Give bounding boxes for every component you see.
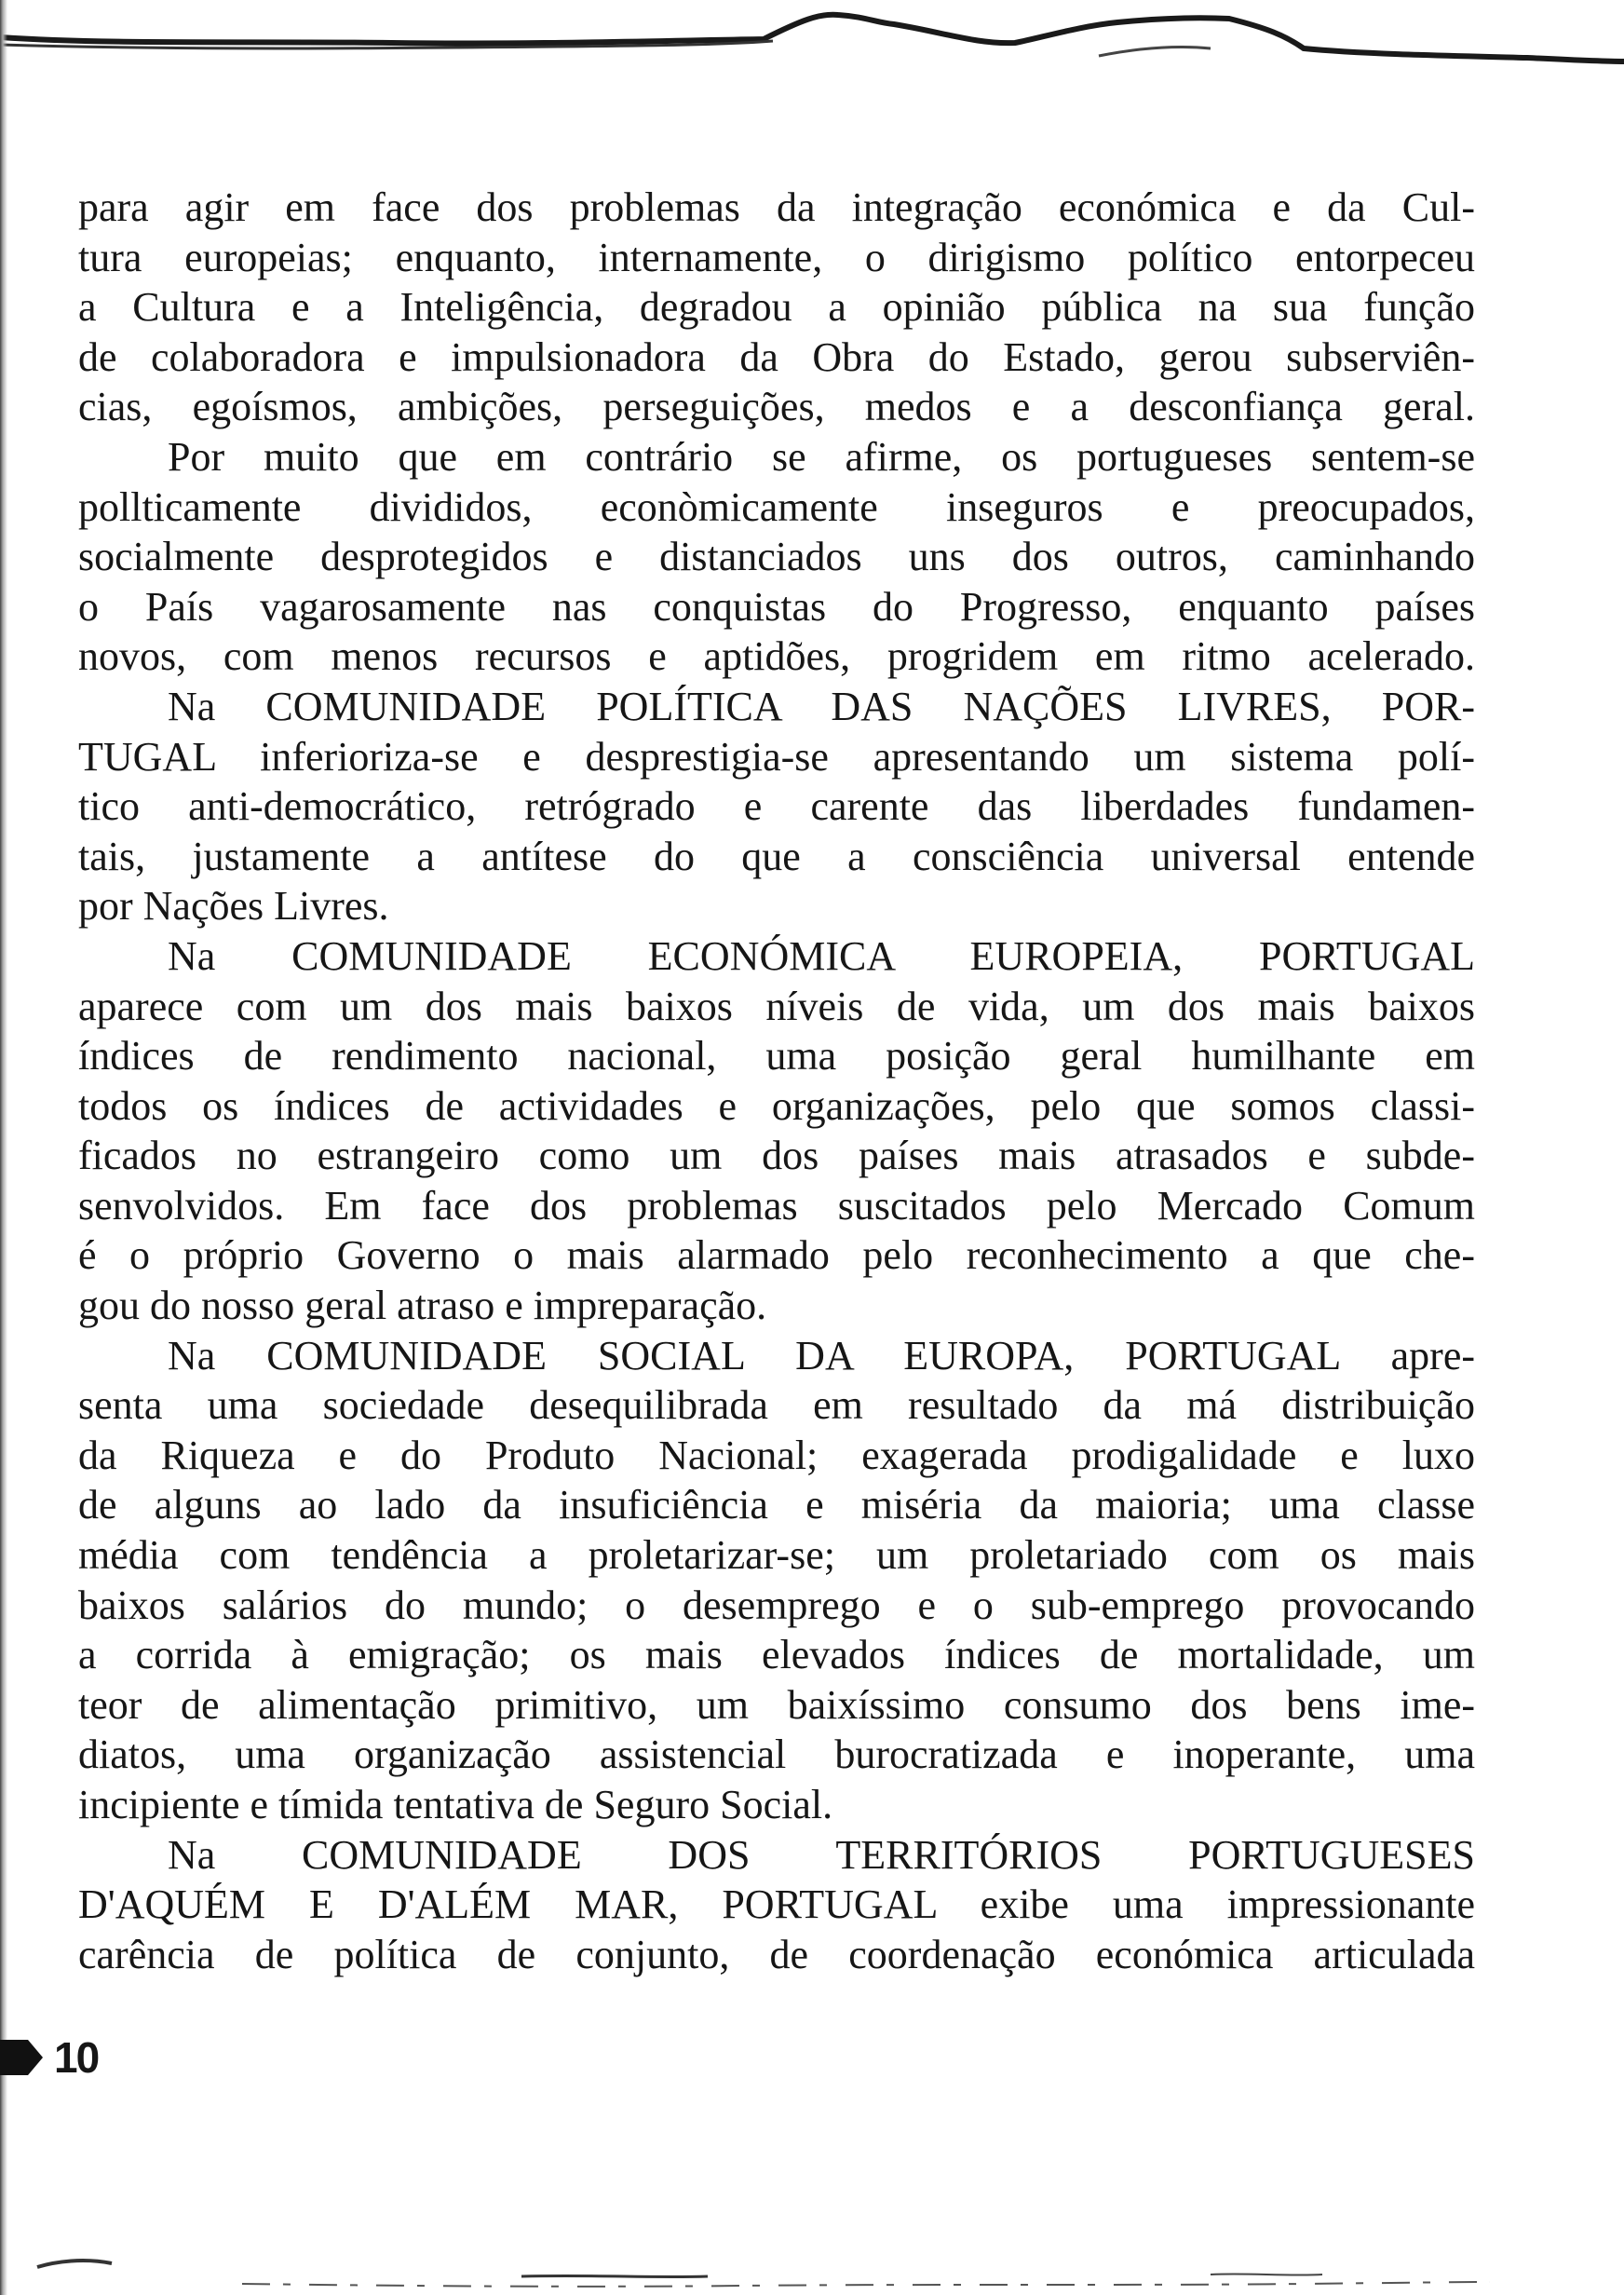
text-line: aparece com um dos mais baixos níveis de vida, um dos mais baixos	[78, 983, 1475, 1029]
text-line: de colaboradora e impulsionadora da Obra do Estado, gerou subserviên-	[78, 333, 1475, 380]
text-line: cias, egoísmos, ambições, perseguições, medos e a desconfiança geral.	[78, 384, 1475, 430]
paragraph-3	[78, 682, 1475, 931]
text-line: novos, com menos recursos e aptidões, progridem em ritmo acelerado.	[78, 633, 1475, 680]
scan-left-edge	[0, 0, 7, 2295]
text-line: baixos salários do mundo; o desemprego e o sub-emprego provocando	[78, 1582, 1475, 1628]
text-line: a Cultura e a Inteligência, degradou a opinião pública na sua função	[78, 284, 1475, 331]
text-line: D'AQUÉM E D'ALÉM MAR, PORTUGAL exibe uma impressionante	[78, 1881, 1475, 1928]
paragraph-6	[78, 1830, 1475, 1980]
text-line: Por muito que em contrário se afirme, os portugueses sentem-se	[168, 433, 1475, 480]
text-line: senvolvidos. Em face dos problemas suscitados pelo Mercado Comum	[78, 1182, 1475, 1229]
text-line: tico anti-democrático, retrógrado e carente das liberdades fundamen-	[78, 783, 1475, 830]
text-line: ficados no estrangeiro como um dos países mais atrasados e subde-	[78, 1133, 1475, 1179]
text-line: por Nações Livres.	[78, 883, 389, 930]
scan-bottom-edge	[0, 2230, 1624, 2295]
text-line: a corrida à emigração; os mais elevados índices de mortalidade, um	[78, 1632, 1475, 1678]
scan-top-edge	[0, 0, 1624, 75]
text-line: senta uma sociedade desequilibrada em resultado da má distribuição	[78, 1382, 1475, 1429]
text-line: carência de política de conjunto, de coordenação económica articulada	[78, 1931, 1475, 1977]
text-line: diatos, uma organização assistencial burocratizada e inoperante, uma	[78, 1731, 1475, 1778]
paragraph-1	[78, 183, 1475, 432]
text-line: média com tendência a proletarizar-se; um proletariado com os mais	[78, 1532, 1475, 1579]
text-line: gou do nosso geral atraso e impreparação.	[78, 1283, 767, 1329]
text-line: Na COMUNIDADE SOCIAL DA EUROPA, PORTUGAL apre-	[168, 1332, 1475, 1378]
text-line: Na COMUNIDADE POLÍTICA DAS NAÇÕES LIVRES, POR-	[168, 683, 1475, 729]
text-line: socialmente desprotegidos e distanciados uns dos outros, caminhando	[78, 534, 1475, 580]
text-line: tura europeias; enquanto, internamente, o dirigismo político entorpeceu	[78, 234, 1475, 280]
text-line: para agir em face dos problemas da integração económica e da Cul-	[78, 184, 1475, 230]
page-body	[78, 183, 1475, 1979]
text-line: pollticamente divididos, econòmicamente inseguros e preocupados,	[78, 483, 1475, 530]
text-line: TUGAL inferioriza-se e desprestigia-se apresentando um sistema polí-	[78, 733, 1475, 780]
text-line: o País vagarosamente nas conquistas do Progresso, enquanto países	[78, 583, 1475, 630]
text-line: tais, justamente a antítese do que a consciência universal entende	[78, 833, 1475, 879]
text-line: Na COMUNIDADE DOS TERRITÓRIOS PORTUGUESES	[168, 1831, 1475, 1878]
page-number: 10	[54, 2033, 99, 2082]
text-line: da Riqueza e do Produto Nacional; exagerada prodigalidade e luxo	[78, 1432, 1475, 1478]
paragraph-2	[78, 432, 1475, 682]
text-line: é o próprio Governo o mais alarmado pelo reconhecimento a que che-	[78, 1232, 1475, 1279]
page-corner-arrow-icon	[0, 2030, 45, 2085]
text-line: Na COMUNIDADE ECONÓMICA EUROPEIA, PORTUGAL	[168, 932, 1475, 979]
paragraph-5	[78, 1331, 1475, 1830]
text-line: índices de rendimento nacional, uma posição geral humilhante em	[78, 1033, 1475, 1080]
text-line: teor de alimentação primitivo, um baixíssimo consumo dos bens ime-	[78, 1681, 1475, 1728]
text-line: incipiente e tímida tentativa de Seguro Social.	[78, 1782, 833, 1827]
text-line: de alguns ao lado da insuficiência e miséria da maioria; uma classe	[78, 1482, 1475, 1528]
paragraph-4	[78, 931, 1475, 1331]
text-line: todos os índices de actividades e organizações, pelo que somos classi-	[78, 1082, 1475, 1129]
